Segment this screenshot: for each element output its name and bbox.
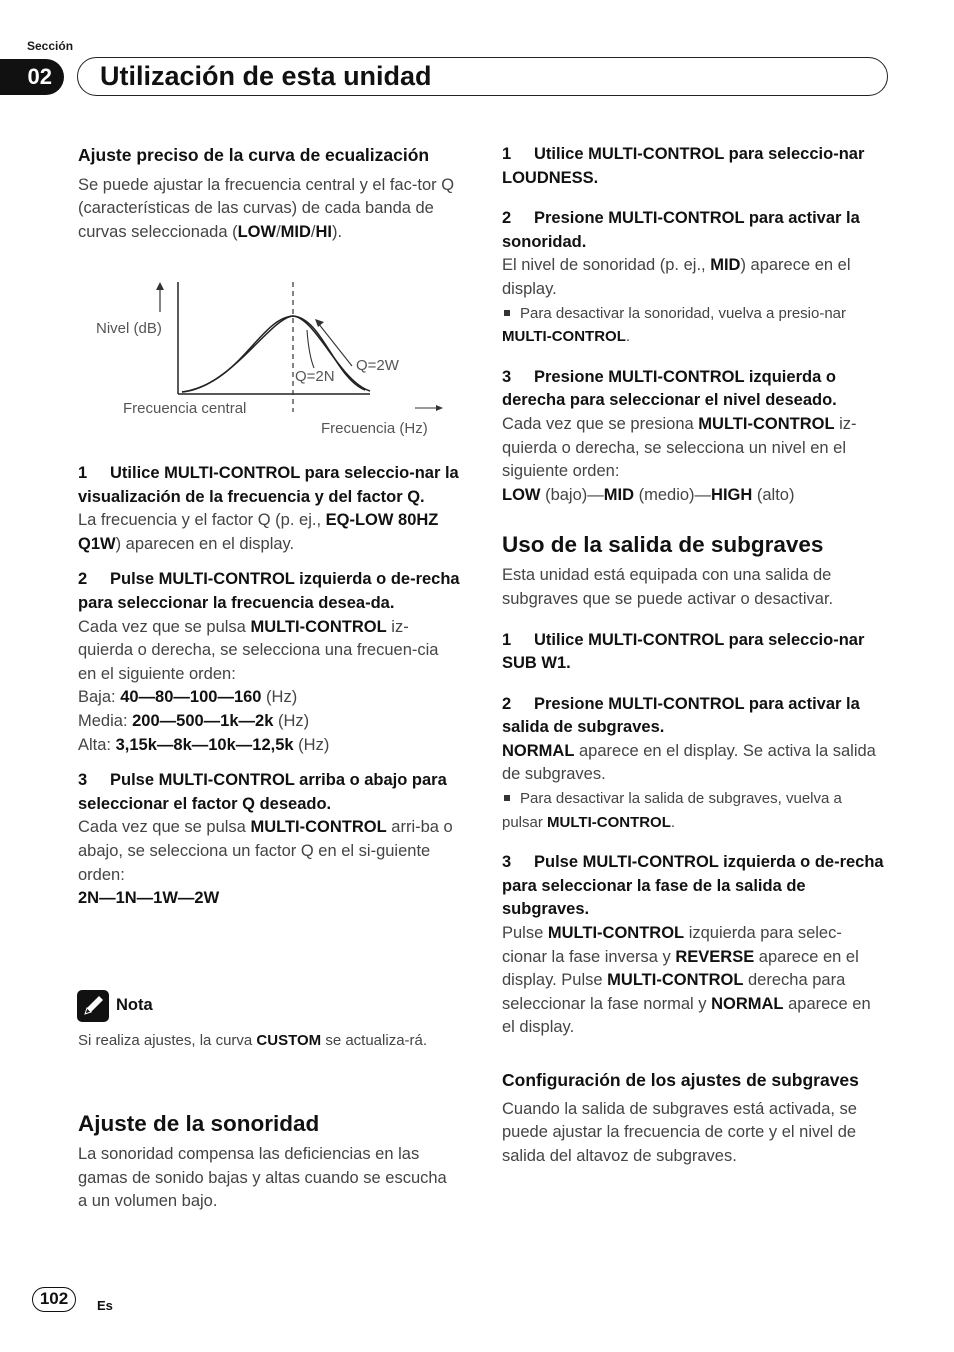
page-title: Utilización de esta unidad	[100, 61, 432, 91]
label-frecuencia-central: Frecuencia central	[123, 400, 247, 417]
paragraph-subgraves: Esta unidad está equipada con una salida de subgraves que se puede activar o desactivar.	[502, 566, 834, 608]
sonoridad-section	[78, 1110, 460, 1214]
step1-body: La frecuencia y el factor Q (p. ej., EQ-LOW 80HZ Q1W) aparecen en el display.	[78, 511, 439, 553]
note-pencil-icon	[77, 990, 109, 1022]
step3-title: 3 Pulse MULTI-CONTROL arriba o abajo para seleccionar el factor Q deseado.	[78, 771, 447, 813]
y-arrowhead	[156, 282, 164, 290]
heading-curve: Ajuste preciso de la curva de ecualización	[78, 145, 430, 165]
sub-step3: 3 Pulse MULTI-CONTROL izquierda o de-recha para seleccionar la fase de la salida de subgraves.	[502, 853, 884, 919]
bullet-icon	[504, 795, 510, 801]
loudness-step3: 3 Presione MULTI-CONTROL izquierda o derecha para seleccionar el nivel deseado.	[502, 367, 837, 410]
language-code: Es	[97, 1298, 113, 1313]
loudness-step2-bullet: Para desactivar la sonoridad, vuelva a presio-nar MULTI-CONTROL.	[502, 304, 847, 346]
sub-step2-body: NORMAL aparece en el display. Se activa la salida de subgraves.	[502, 741, 876, 784]
loudness-order: LOW (bajo)—MID (medio)—HIGH (alto)	[502, 485, 795, 504]
sub-step2-bullet: Para desactivar la salida de subgraves, vuelva a pulsar MULTI-CONTROL.	[502, 790, 842, 831]
paragraph-curve: Se puede ajustar la frecuencia central y el fac-tor Q (características de las curvas) de cada banda de curvas seleccionada (LOW/MID/HI).	[78, 175, 455, 241]
q-order: 2N—1N—1W—2W	[78, 889, 220, 908]
note-label: Nota	[116, 996, 153, 1014]
sub-step3-body: Pulse MULTI-CONTROL izquierda para selec-cionar la fase inversa y REVERSE aparece en el display. Pulse MULTI-CONTROL derecha para seleccionar la fase normal y NORMAL aparece en el display.	[502, 924, 871, 1037]
loudness-step2: 2 Presione MULTI-CONTROL para activar la sonoridad.	[502, 209, 860, 251]
left-column-top	[78, 143, 460, 244]
step2-title: 2 Pulse MULTI-CONTROL izquierda o de-recha para seleccionar la frecuencia desea-da.	[78, 570, 460, 612]
step3-body: Cada vez que se pulsa MULTI-CONTROL arri-ba o abajo, se selecciona un factor Q en el si-guiente orden:	[78, 818, 453, 884]
step1-title: 1 Utilice MULTI-CONTROL para seleccio-nar la visualización de la frecuencia y del factor Q.	[78, 464, 459, 506]
media-line: Media: 200—500—1k—2k (Hz)	[78, 711, 310, 730]
page-number: 102	[32, 1287, 76, 1312]
heading-sonoridad: Ajuste de la sonoridad	[78, 1111, 320, 1136]
sub-step1: 1 Utilice MULTI-CONTROL para seleccio-nar SUB W1.	[502, 630, 865, 673]
left-column-body	[78, 462, 460, 911]
loudness-step3-body: Cada vez que se presiona MULTI-CONTROL iz-quierda o derecha, se selecciona un nivel en el siguiente orden:	[502, 414, 857, 481]
label-q2w: Q=2W	[356, 357, 399, 374]
section-label: Sección	[27, 39, 74, 53]
heading-subgraves: Uso de la salida de subgraves	[502, 532, 824, 558]
label-q2n: Q=2N	[295, 368, 335, 385]
right-column	[502, 143, 884, 1168]
pointer-2n	[307, 330, 314, 368]
sub-step2: 2 Presione MULTI-CONTROL para activar la salida de subgraves.	[502, 694, 860, 737]
label-frecuencia-hz: Frecuencia (Hz)	[321, 420, 428, 437]
loudness-step1: 1 Utilice MULTI-CONTROL para seleccio-nar LOUDNESS.	[502, 145, 865, 187]
baja-line: Baja: 40—80—100—160 (Hz)	[78, 688, 298, 707]
note-text: Si realiza ajustes, la curva CUSTOM se actualiza-rá.	[78, 1032, 428, 1049]
section-number-badge: 02	[0, 59, 64, 95]
bullet-icon	[504, 310, 510, 316]
step2-body: Cada vez que se pulsa MULTI-CONTROL iz-quierda o derecha, se selecciona una frecuen-cia en el siguiente orden:	[78, 617, 439, 683]
paragraph-sonoridad: La sonoridad compensa las deficiencias en las gamas de sonido bajas y altas cuando se escucha a un volumen bajo.	[78, 1145, 447, 1211]
heading-config: Configuración de los ajustes de subgraves	[502, 1070, 859, 1090]
eq-curve-diagram	[90, 278, 460, 444]
curve-2w	[182, 316, 370, 392]
label-nivel: Nivel (dB)	[96, 320, 162, 337]
loudness-step2-body: El nivel de sonoridad (p. ej., MID) aparece en el display.	[502, 256, 851, 298]
alta-line: Alta: 3,15k—8k—10k—12,5k (Hz)	[78, 735, 330, 754]
paragraph-config: Cuando la salida de subgraves está activada, se puede ajustar la frecuencia de corte y el nivel de salida del altavoz de subgraves.	[502, 1099, 857, 1165]
